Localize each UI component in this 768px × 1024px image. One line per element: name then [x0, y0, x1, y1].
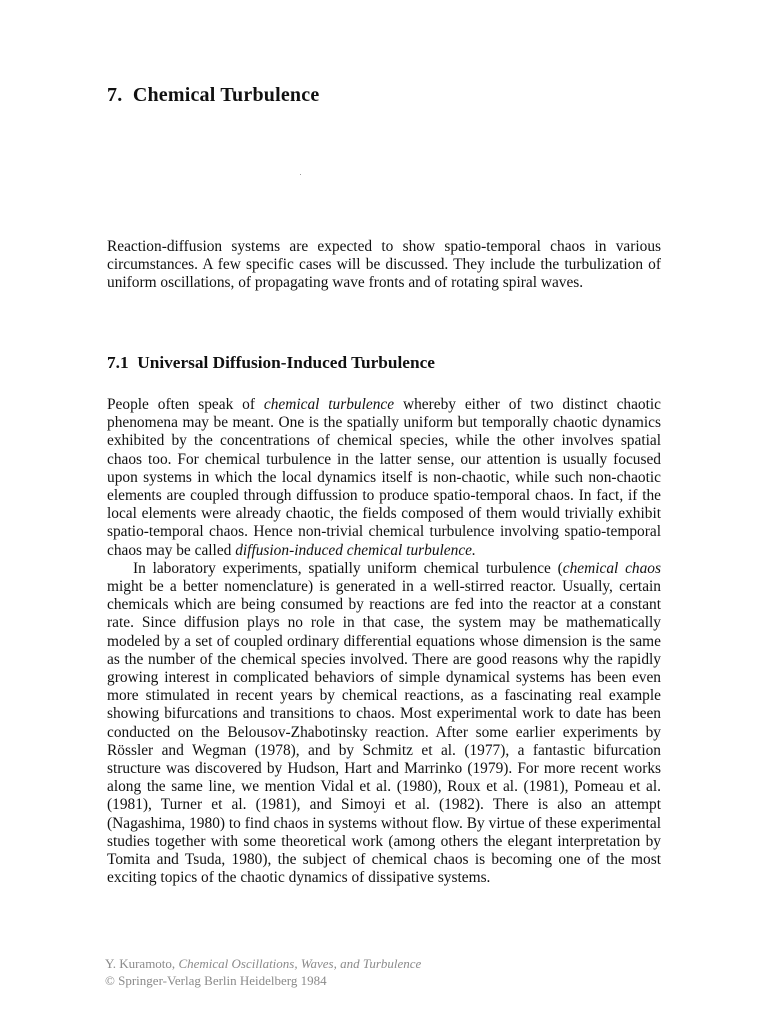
- stray-dot: [300, 174, 301, 175]
- footer: [105, 955, 421, 989]
- paragraph-1-text-a: People often speak of: [107, 396, 264, 413]
- term-chemical-turbulence: chemical turbulence: [263, 396, 395, 413]
- chapter-title: [107, 84, 319, 107]
- paragraph-1-text-b: whereby either of two distinct chaotic phenomena may be meant. One is the spatially uniform but temporally chaotic dynamics exhibited by the concentrations of chemical species, while the other involves spatial chaos too. For chemical turbulence in the latter sense, our attention is usually focused upon systems in which the local dynamics itself is non-chaotic, while such non-chaotic elements are coupled through diffussion to produce spatio-temporal chaos. In fact, if the local elements were already chaotic, the fields composed of them would trivially exhibit spatio-temporal chaos. Hence non-trivial chemical turbulence involving spatio-temporal chaos may be called: [107, 396, 662, 559]
- footer-copyright: © Springer-Verlag Berlin Heidelberg 1984: [105, 973, 327, 988]
- footer-author: Y. Kuramoto,: [105, 956, 176, 971]
- section-title: [107, 353, 435, 373]
- intro-paragraph: Reaction-diffusion systems are expected to show spatio-temporal chaos in various circumstances. A few specific cases will be discussed. They include the turbulization of uniform oscillations, of propagating wave fronts and of rotating spiral waves.: [107, 238, 661, 292]
- chapter-title-text: Chemical Turbulence: [132, 84, 320, 106]
- footer-citation: [105, 955, 421, 972]
- paragraph-2-text-b: might be a better nomenclature) is generated in a well-stirred reactor. Usually, certain chemicals which are being consumed by reactions are fed into the reactor at a constant rate. Since diffusion plays no role in that case, the system may be mathematically modeled by a set of coupled ordinary differential equations whose dimension is the same as the number of the chemical species involved. There are good reasons why the rapidly growing interest in complicated behaviors of simple dynamical systems has been even more stimulated in recent years by chemical reactions, as a fascinating real example showing bifurcations and transitions to chaos. Most experimental work to date has been conducted on the Belousov-Zhabotinsky reaction. After some earlier experiments by Rössler and Wegman (1978), and by Schmitz et al. (1977), a fantastic bifurcation structure was discovered by Hudson, Hart and Marrinko (1979). For more recent works along the same line, we mention Vidal et al. (1980), Roux et al. (1981), Pomeau et al. (1981), Turner et al. (1981), and Simoyi et al. (1982). There is also an attempt (Nagashima, 1980) to find chaos in systems without flow. By virtue of these experimental studies together with some theoretical work (among others the elegant interpretation by Tomita and Tsuda, 1980), the subject of chemical chaos is becoming one of the most exciting topics of the chaotic dynamics of dissipative systems.: [107, 578, 661, 887]
- section-body: [107, 396, 661, 887]
- footer-book-title: Chemical Oscillations, Waves, and Turbulence: [178, 956, 422, 971]
- section-title-text: Universal Diffusion-Induced Turbulence: [137, 353, 435, 372]
- term-chemical-chaos: chemical chaos: [562, 559, 661, 577]
- chapter-number: 7.: [107, 84, 123, 106]
- paragraph-2: [107, 560, 661, 888]
- term-diffusion-induced: diffusion-induced chemical turbulence.: [235, 541, 476, 559]
- section-number: 7.1: [107, 353, 129, 372]
- paragraph-1: [107, 396, 661, 560]
- paragraph-2-text-a: In laboratory experiments, spatially uniform chemical turbulence (: [133, 559, 563, 577]
